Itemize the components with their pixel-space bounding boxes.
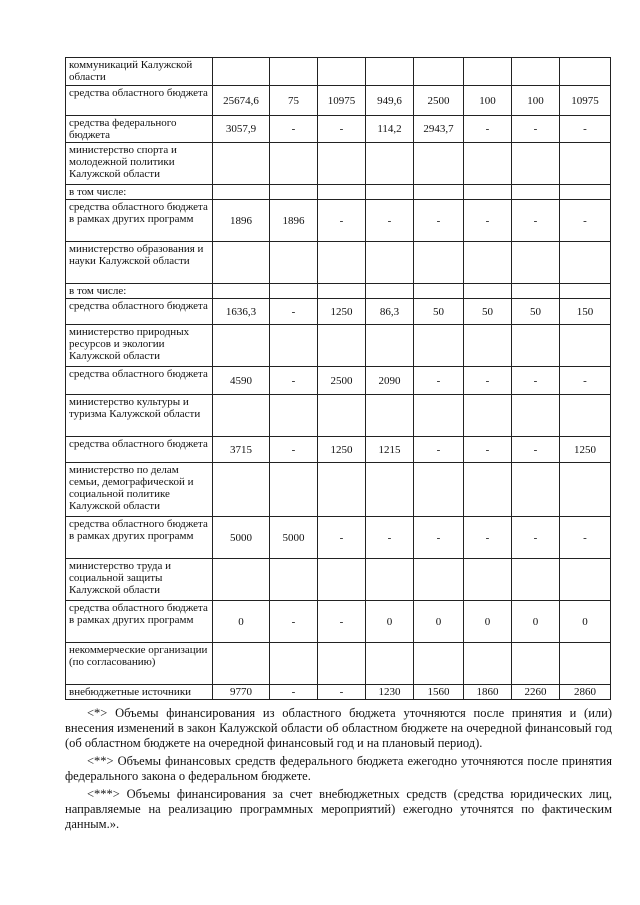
row-label: средства областного бюджета в рамках других программ <box>66 517 213 559</box>
table-row-section <box>66 643 611 685</box>
value-cell: - <box>318 517 366 559</box>
row-label: министерство культуры и туризма Калужской области <box>66 395 213 437</box>
value-cell: 100 <box>512 86 560 116</box>
value-cell: 2090 <box>366 367 414 395</box>
value-cell: - <box>414 517 464 559</box>
value-cell: 5000 <box>213 517 270 559</box>
value-cell <box>318 559 366 601</box>
value-cell: 949,6 <box>366 86 414 116</box>
table-row-section <box>66 185 611 200</box>
value-cell <box>512 395 560 437</box>
row-label: средства областного бюджета <box>66 437 213 463</box>
value-cell <box>213 559 270 601</box>
value-cell: 1215 <box>366 437 414 463</box>
value-cell: - <box>560 200 611 242</box>
value-cell: 1250 <box>318 437 366 463</box>
value-cell <box>270 395 318 437</box>
value-cell <box>560 58 611 86</box>
value-cell <box>318 325 366 367</box>
value-cell: - <box>318 116 366 143</box>
value-cell <box>366 143 414 185</box>
value-cell: - <box>414 367 464 395</box>
value-cell: - <box>270 367 318 395</box>
value-cell <box>512 185 560 200</box>
value-cell <box>560 143 611 185</box>
value-cell <box>464 325 512 367</box>
value-cell <box>270 143 318 185</box>
value-cell <box>464 143 512 185</box>
value-cell: 1860 <box>464 685 512 700</box>
value-cell <box>414 559 464 601</box>
value-cell: - <box>270 601 318 643</box>
value-cell <box>560 325 611 367</box>
financing-table <box>65 57 611 700</box>
value-cell: 150 <box>560 299 611 325</box>
value-cell <box>213 185 270 200</box>
value-cell: 50 <box>464 299 512 325</box>
value-cell <box>270 58 318 86</box>
value-cell: - <box>318 601 366 643</box>
value-cell <box>560 284 611 299</box>
value-cell <box>560 185 611 200</box>
value-cell <box>213 463 270 517</box>
row-label: средства областного бюджета <box>66 299 213 325</box>
row-label: некоммерческие организации (по согласованию) <box>66 643 213 685</box>
value-cell: 4590 <box>213 367 270 395</box>
value-cell: - <box>512 367 560 395</box>
table-row-source <box>66 86 611 116</box>
value-cell <box>414 463 464 517</box>
table-row-section <box>66 242 611 284</box>
row-label: министерство спорта и молодежной политики Калужской области <box>66 143 213 185</box>
value-cell: - <box>270 437 318 463</box>
value-cell <box>512 58 560 86</box>
value-cell <box>512 284 560 299</box>
table-row-source <box>66 517 611 559</box>
value-cell <box>366 643 414 685</box>
value-cell: 2260 <box>512 685 560 700</box>
value-cell: 0 <box>512 601 560 643</box>
value-cell <box>213 143 270 185</box>
value-cell <box>270 284 318 299</box>
footnotes <box>65 706 612 835</box>
value-cell <box>512 463 560 517</box>
value-cell <box>464 242 512 284</box>
value-cell <box>318 185 366 200</box>
value-cell: - <box>512 517 560 559</box>
value-cell <box>318 242 366 284</box>
value-cell: - <box>414 437 464 463</box>
value-cell <box>318 58 366 86</box>
value-cell <box>560 559 611 601</box>
table-row-source <box>66 685 611 700</box>
value-cell: 0 <box>464 601 512 643</box>
row-label: внебюджетные источники <box>66 685 213 700</box>
value-cell: 100 <box>464 86 512 116</box>
value-cell <box>366 559 414 601</box>
value-cell: 3057,9 <box>213 116 270 143</box>
value-cell: 0 <box>366 601 414 643</box>
value-cell <box>512 325 560 367</box>
value-cell: 0 <box>213 601 270 643</box>
row-label: коммуникаций Калужской области <box>66 58 213 86</box>
value-cell <box>464 395 512 437</box>
table-row-section <box>66 463 611 517</box>
value-cell: 1896 <box>270 200 318 242</box>
table-row-section <box>66 284 611 299</box>
value-cell <box>366 58 414 86</box>
value-cell <box>512 559 560 601</box>
value-cell <box>512 643 560 685</box>
value-cell: 1250 <box>318 299 366 325</box>
value-cell <box>318 395 366 437</box>
value-cell: 50 <box>512 299 560 325</box>
value-cell <box>560 395 611 437</box>
value-cell <box>414 325 464 367</box>
value-cell: 86,3 <box>366 299 414 325</box>
value-cell: - <box>560 116 611 143</box>
value-cell <box>464 284 512 299</box>
table-row-section <box>66 143 611 185</box>
value-cell <box>560 643 611 685</box>
value-cell <box>318 643 366 685</box>
table-row-source <box>66 200 611 242</box>
value-cell: - <box>560 367 611 395</box>
value-cell <box>366 463 414 517</box>
footnote-regional-budget: <*> Объемы финансирования из областного бюджета уточняются после принятия и (или) внесения изменений в закон Калужской области об областном бюджете на очередной финансовый год (об областном бюджете на очередной финансовый год и на плановый период). <box>65 706 612 750</box>
value-cell: - <box>512 437 560 463</box>
value-cell: 75 <box>270 86 318 116</box>
table-row-source <box>66 299 611 325</box>
value-cell <box>213 58 270 86</box>
value-cell: - <box>464 517 512 559</box>
value-cell <box>270 242 318 284</box>
value-cell: 5000 <box>270 517 318 559</box>
value-cell <box>366 395 414 437</box>
table-row-section <box>66 395 611 437</box>
value-cell: 1250 <box>560 437 611 463</box>
value-cell <box>414 643 464 685</box>
footnote-extrabudgetary: <***> Объемы финансирования за счет внебюджетных средств (средства юридических лиц, направляемые на реализацию программных мероприятий) ежегодно уточнятся по фактическим данным.». <box>65 787 612 831</box>
row-label: средства федерального бюджета <box>66 116 213 143</box>
value-cell: - <box>464 116 512 143</box>
value-cell: 50 <box>414 299 464 325</box>
value-cell: - <box>270 116 318 143</box>
value-cell <box>366 242 414 284</box>
row-label: средства областного бюджета в рамках других программ <box>66 200 213 242</box>
value-cell: 0 <box>560 601 611 643</box>
table-row-section <box>66 325 611 367</box>
value-cell: 9770 <box>213 685 270 700</box>
row-label: средства областного бюджета <box>66 367 213 395</box>
value-cell: 114,2 <box>366 116 414 143</box>
row-label: министерство по делам семьи, демографической и социальной политике Калужской области <box>66 463 213 517</box>
value-cell <box>464 643 512 685</box>
value-cell <box>414 284 464 299</box>
value-cell: - <box>414 200 464 242</box>
value-cell <box>414 58 464 86</box>
value-cell <box>414 143 464 185</box>
value-cell <box>414 242 464 284</box>
value-cell: 2500 <box>318 367 366 395</box>
value-cell <box>512 242 560 284</box>
value-cell <box>414 395 464 437</box>
value-cell: - <box>512 200 560 242</box>
table-row-source <box>66 116 611 143</box>
value-cell <box>464 58 512 86</box>
footnote-federal-budget: <**> Объемы финансовых средств федерального бюджета ежегодно уточняются после принятия федерального закона о федеральном бюджете. <box>65 754 612 783</box>
value-cell <box>318 463 366 517</box>
value-cell: 3715 <box>213 437 270 463</box>
value-cell: - <box>318 685 366 700</box>
value-cell: - <box>464 367 512 395</box>
value-cell: - <box>366 200 414 242</box>
value-cell <box>213 643 270 685</box>
value-cell <box>366 325 414 367</box>
value-cell <box>270 559 318 601</box>
value-cell <box>270 185 318 200</box>
row-label: средства областного бюджета <box>66 86 213 116</box>
value-cell <box>464 463 512 517</box>
value-cell: - <box>318 200 366 242</box>
row-label: министерство природных ресурсов и экологии Калужской области <box>66 325 213 367</box>
table-row-section <box>66 58 611 86</box>
row-label: министерство образования и науки Калужской области <box>66 242 213 284</box>
financing-table-body <box>66 58 611 700</box>
value-cell: 1230 <box>366 685 414 700</box>
value-cell <box>213 325 270 367</box>
value-cell <box>270 463 318 517</box>
value-cell: 25674,6 <box>213 86 270 116</box>
row-label: министерство труда и социальной защиты Калужской области <box>66 559 213 601</box>
table-row-source <box>66 437 611 463</box>
value-cell <box>366 185 414 200</box>
value-cell: 2860 <box>560 685 611 700</box>
value-cell <box>512 143 560 185</box>
value-cell: - <box>270 299 318 325</box>
value-cell: - <box>464 437 512 463</box>
value-cell: 1560 <box>414 685 464 700</box>
value-cell: - <box>366 517 414 559</box>
value-cell <box>318 284 366 299</box>
value-cell: - <box>464 200 512 242</box>
value-cell: 0 <box>414 601 464 643</box>
value-cell <box>366 284 414 299</box>
value-cell: - <box>270 685 318 700</box>
value-cell <box>270 325 318 367</box>
value-cell: 2500 <box>414 86 464 116</box>
value-cell <box>414 185 464 200</box>
value-cell <box>560 463 611 517</box>
table-row-section <box>66 559 611 601</box>
row-label: в том числе: <box>66 185 213 200</box>
value-cell: 1896 <box>213 200 270 242</box>
value-cell <box>213 284 270 299</box>
table-row-source <box>66 367 611 395</box>
row-label: средства областного бюджета в рамках других программ <box>66 601 213 643</box>
table-row-source <box>66 601 611 643</box>
value-cell <box>464 185 512 200</box>
value-cell: 2943,7 <box>414 116 464 143</box>
value-cell <box>270 643 318 685</box>
value-cell: 1636,3 <box>213 299 270 325</box>
value-cell <box>464 559 512 601</box>
value-cell <box>318 143 366 185</box>
value-cell: - <box>560 517 611 559</box>
row-label: в том числе: <box>66 284 213 299</box>
value-cell: - <box>512 116 560 143</box>
value-cell: 10975 <box>318 86 366 116</box>
value-cell <box>560 242 611 284</box>
value-cell <box>213 242 270 284</box>
value-cell <box>213 395 270 437</box>
value-cell: 10975 <box>560 86 611 116</box>
